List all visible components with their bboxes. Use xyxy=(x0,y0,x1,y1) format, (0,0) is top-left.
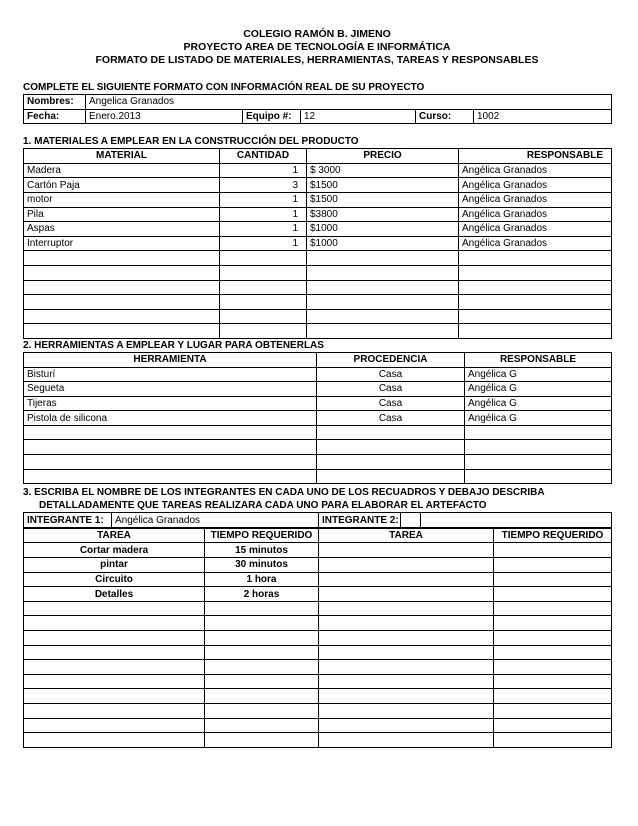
integrante1-value[interactable]: Angélica Granados xyxy=(112,513,319,528)
table-cell[interactable] xyxy=(459,265,612,280)
table-cell[interactable]: Angélica Granados xyxy=(459,207,612,222)
table-cell[interactable] xyxy=(465,469,612,484)
herramientas-header-procedencia: PROCEDENCIA xyxy=(317,352,465,367)
table-row xyxy=(24,455,612,470)
table-cell[interactable] xyxy=(24,660,205,675)
table-cell[interactable] xyxy=(205,645,319,660)
table-cell[interactable]: Pistola de silicona xyxy=(24,411,317,426)
table-row xyxy=(24,703,612,718)
table-cell[interactable] xyxy=(24,601,205,616)
table-row xyxy=(24,660,612,675)
table-row xyxy=(24,411,612,426)
project-area: PROYECTO AREA DE TECNOLOGÍA E INFORMÁTICA xyxy=(183,41,451,53)
table-cell[interactable]: $1500 xyxy=(307,192,459,207)
table-cell[interactable] xyxy=(465,440,612,455)
table-row xyxy=(24,718,612,733)
table-cell[interactable] xyxy=(24,280,220,295)
table-cell[interactable] xyxy=(317,425,465,440)
table-cell[interactable]: Segueta xyxy=(24,382,317,397)
table-cell[interactable] xyxy=(220,251,307,266)
table-cell[interactable] xyxy=(459,280,612,295)
table-cell[interactable]: 3 xyxy=(220,178,307,193)
table-cell[interactable] xyxy=(319,660,494,675)
table-row xyxy=(24,572,612,587)
table-cell[interactable]: Casa xyxy=(317,411,465,426)
integrantes-table xyxy=(23,512,612,528)
table-cell[interactable]: Angélica G xyxy=(465,367,612,382)
table-cell[interactable] xyxy=(317,455,465,470)
table-row xyxy=(24,382,612,397)
curso-value[interactable]: 1002 xyxy=(474,109,612,124)
table-cell[interactable]: motor xyxy=(24,192,220,207)
table-cell[interactable]: 1 xyxy=(220,222,307,237)
nombres-value[interactable]: Angelica Granados xyxy=(86,95,612,110)
table-row xyxy=(24,192,612,207)
table-cell[interactable] xyxy=(24,469,317,484)
herramientas-rows xyxy=(24,367,612,484)
table-cell[interactable] xyxy=(465,425,612,440)
table-cell[interactable] xyxy=(220,295,307,310)
table-row xyxy=(24,616,612,631)
table-cell[interactable] xyxy=(220,280,307,295)
table-cell[interactable] xyxy=(319,558,494,573)
table-cell[interactable] xyxy=(459,309,612,324)
table-cell[interactable] xyxy=(494,631,612,646)
table-cell[interactable] xyxy=(494,733,612,748)
table-cell[interactable]: $1500 xyxy=(307,178,459,193)
table-cell[interactable]: 1 xyxy=(220,207,307,222)
table-cell[interactable] xyxy=(220,309,307,324)
curso-label: Curso: xyxy=(416,109,474,124)
materiales-header-material: MATERIAL xyxy=(24,149,220,164)
table-cell[interactable] xyxy=(459,251,612,266)
table-row xyxy=(24,251,612,266)
table-cell[interactable] xyxy=(319,616,494,631)
table-row xyxy=(24,309,612,324)
materiales-header-cantidad: CANTIDAD xyxy=(220,149,307,164)
table-row xyxy=(24,324,612,339)
table-cell[interactable] xyxy=(24,295,220,310)
table-cell[interactable]: Aspas xyxy=(24,222,220,237)
table-row xyxy=(24,674,612,689)
table-cell[interactable]: $3800 xyxy=(307,207,459,222)
table-cell[interactable] xyxy=(307,265,459,280)
table-cell[interactable]: 1 hora xyxy=(205,572,319,587)
table-cell[interactable]: Angélica G xyxy=(465,411,612,426)
table-row xyxy=(24,469,612,484)
tareas-header-tarea-2: TAREA xyxy=(319,528,494,543)
table-cell[interactable] xyxy=(307,251,459,266)
table-cell[interactable] xyxy=(317,440,465,455)
table-cell[interactable]: $1000 xyxy=(307,236,459,251)
tareas-table xyxy=(23,528,612,748)
table-cell[interactable] xyxy=(24,616,205,631)
table-cell[interactable] xyxy=(307,309,459,324)
herramientas-header-herramienta: HERRAMIENTA xyxy=(24,352,317,367)
document-page xyxy=(23,0,611,748)
school-name: COLEGIO RAMÓN B. JIMENO xyxy=(243,28,391,40)
table-cell[interactable]: 15 minutos xyxy=(205,543,319,558)
fecha-value[interactable]: Enero.2013 xyxy=(86,109,243,124)
table-cell[interactable] xyxy=(494,558,612,573)
table-cell[interactable] xyxy=(494,718,612,733)
table-cell[interactable] xyxy=(494,645,612,660)
table-cell[interactable]: 1 xyxy=(220,163,307,178)
table-row xyxy=(24,163,612,178)
table-cell[interactable] xyxy=(24,455,317,470)
table-cell[interactable] xyxy=(220,324,307,339)
table-row xyxy=(24,601,612,616)
table-cell[interactable] xyxy=(319,645,494,660)
instruction-text: COMPLETE EL SIGUIENTE FORMATO CON INFORMACIÓN REAL DE SU PROYECTO xyxy=(23,82,425,93)
table-row xyxy=(24,543,612,558)
table-cell[interactable] xyxy=(24,674,205,689)
table-cell[interactable] xyxy=(307,280,459,295)
table-cell[interactable] xyxy=(319,703,494,718)
table-cell[interactable] xyxy=(205,703,319,718)
table-cell[interactable]: Cortar madera xyxy=(24,543,205,558)
table-cell[interactable]: Interruptor xyxy=(24,236,220,251)
table-row xyxy=(24,295,612,310)
table-cell[interactable] xyxy=(494,572,612,587)
materiales-rows xyxy=(24,163,612,338)
table-cell[interactable]: Angélica Granados xyxy=(459,192,612,207)
table-row xyxy=(24,178,612,193)
table-cell[interactable]: Casa xyxy=(317,367,465,382)
table-cell[interactable] xyxy=(319,689,494,704)
table-row xyxy=(24,207,612,222)
table-cell[interactable] xyxy=(24,309,220,324)
table-cell[interactable] xyxy=(24,425,317,440)
table-cell[interactable] xyxy=(24,251,220,266)
herramientas-section-title: 2. HERRAMIENTAS A EMPLEAR Y LUGAR PARA OBTENERLAS xyxy=(23,339,324,351)
table-cell[interactable]: Angélica G xyxy=(465,396,612,411)
table-cell[interactable] xyxy=(465,455,612,470)
table-cell[interactable] xyxy=(319,718,494,733)
table-row xyxy=(24,367,612,382)
table-cell[interactable] xyxy=(494,587,612,602)
table-cell[interactable] xyxy=(319,674,494,689)
table-cell[interactable] xyxy=(24,689,205,704)
table-cell[interactable] xyxy=(205,616,319,631)
materiales-section-title: 1. MATERIALES A EMPLEAR EN LA CONSTRUCCIÓN DEL PRODUCTO xyxy=(23,136,359,148)
table-cell[interactable] xyxy=(205,674,319,689)
tareas-header-tiempo-1: TIEMPO REQUERIDO xyxy=(205,528,319,543)
table-cell[interactable] xyxy=(317,469,465,484)
table-cell[interactable]: 1 xyxy=(220,236,307,251)
table-row xyxy=(24,631,612,646)
table-cell[interactable] xyxy=(24,324,220,339)
materiales-header-precio: PRECIO xyxy=(307,149,459,164)
integrantes-section-title-1: 3. ESCRIBA EL NOMBRE DE LOS INTEGRANTES EN CADA UNO DE LOS RECUADROS Y DEBAJO DESCRIBA xyxy=(23,487,545,499)
table-cell[interactable] xyxy=(494,689,612,704)
table-cell[interactable]: Circuito xyxy=(24,572,205,587)
table-cell[interactable] xyxy=(494,703,612,718)
materiales-table xyxy=(23,148,612,339)
table-cell[interactable] xyxy=(205,689,319,704)
fecha-label: Fecha: xyxy=(24,109,86,124)
materiales-header-responsable: RESPONSABLE xyxy=(459,149,612,164)
table-cell[interactable] xyxy=(24,733,205,748)
table-cell[interactable]: Casa xyxy=(317,382,465,397)
tareas-header-tarea-1: TAREA xyxy=(24,528,205,543)
table-cell[interactable] xyxy=(307,295,459,310)
table-cell[interactable] xyxy=(205,601,319,616)
table-cell[interactable]: 1 xyxy=(220,192,307,207)
table-cell[interactable] xyxy=(459,295,612,310)
table-cell[interactable] xyxy=(319,601,494,616)
table-cell[interactable] xyxy=(494,674,612,689)
table-cell[interactable] xyxy=(205,733,319,748)
equipo-value[interactable]: 12 xyxy=(301,109,416,124)
table-cell[interactable] xyxy=(494,660,612,675)
table-cell[interactable]: Casa xyxy=(317,396,465,411)
table-cell[interactable] xyxy=(459,324,612,339)
table-cell[interactable] xyxy=(494,543,612,558)
integrante2-value[interactable] xyxy=(421,513,612,528)
herramientas-table xyxy=(23,352,612,484)
table-cell[interactable] xyxy=(24,718,205,733)
table-cell[interactable]: 2 horas xyxy=(205,587,319,602)
table-cell[interactable] xyxy=(205,631,319,646)
table-cell[interactable] xyxy=(205,660,319,675)
table-cell[interactable] xyxy=(24,645,205,660)
integrante2-label: INTEGRANTE 2: xyxy=(319,513,401,528)
integrante1-label: INTEGRANTE 1: xyxy=(24,513,112,528)
integrante2-gap xyxy=(401,513,421,528)
table-row xyxy=(24,236,612,251)
table-cell[interactable]: Madera xyxy=(24,163,220,178)
table-row xyxy=(24,222,612,237)
tareas-rows xyxy=(24,543,612,747)
table-row xyxy=(24,689,612,704)
table-cell[interactable]: Bisturí xyxy=(24,367,317,382)
table-cell[interactable]: Tijeras xyxy=(24,396,317,411)
integrantes-section-title-2: DETALLADAMENTE QUE TAREAS REALIZARA CADA UNO PARA ELABORAR EL ARTEFACTO xyxy=(39,500,487,512)
equipo-label: Equipo #: xyxy=(243,109,301,124)
table-cell[interactable]: Cartón Paja xyxy=(24,178,220,193)
table-cell[interactable] xyxy=(220,265,307,280)
table-cell[interactable] xyxy=(319,733,494,748)
herramientas-header-responsable: RESPONSABLE xyxy=(465,352,612,367)
table-cell[interactable]: Detalles xyxy=(24,587,205,602)
table-cell[interactable] xyxy=(24,265,220,280)
table-row xyxy=(24,265,612,280)
nombres-label: Nombres: xyxy=(24,95,86,110)
table-cell[interactable] xyxy=(24,703,205,718)
table-cell[interactable] xyxy=(319,631,494,646)
table-cell[interactable]: Angélica Granados xyxy=(459,222,612,237)
table-cell[interactable]: 30 minutos xyxy=(205,558,319,573)
table-cell[interactable] xyxy=(319,587,494,602)
table-cell[interactable] xyxy=(494,601,612,616)
table-cell[interactable]: Angélica Granados xyxy=(459,163,612,178)
table-row xyxy=(24,733,612,748)
form-title: FORMATO DE LISTADO DE MATERIALES, HERRAMIENTAS, TAREAS Y RESPONSABLES xyxy=(95,54,539,66)
table-cell[interactable]: Angélica Granados xyxy=(459,236,612,251)
table-cell[interactable] xyxy=(307,324,459,339)
table-cell[interactable] xyxy=(24,440,317,455)
tareas-header-tiempo-2: TIEMPO REQUERIDO xyxy=(494,528,612,543)
table-cell[interactable] xyxy=(319,572,494,587)
table-row xyxy=(24,645,612,660)
table-cell[interactable] xyxy=(205,718,319,733)
table-row xyxy=(24,425,612,440)
table-row xyxy=(24,280,612,295)
table-cell[interactable] xyxy=(24,631,205,646)
table-cell[interactable]: $1000 xyxy=(307,222,459,237)
document-header xyxy=(23,28,611,67)
table-cell[interactable] xyxy=(319,543,494,558)
table-cell[interactable]: Angélica Granados xyxy=(459,178,612,193)
table-cell[interactable] xyxy=(494,616,612,631)
table-row xyxy=(24,558,612,573)
table-cell[interactable]: pintar xyxy=(24,558,205,573)
table-cell[interactable]: Pila xyxy=(24,207,220,222)
table-cell[interactable]: Angélica G xyxy=(465,382,612,397)
table-cell[interactable]: $ 3000 xyxy=(307,163,459,178)
info-table xyxy=(23,94,612,124)
table-row xyxy=(24,440,612,455)
table-row xyxy=(24,587,612,602)
table-row xyxy=(24,396,612,411)
